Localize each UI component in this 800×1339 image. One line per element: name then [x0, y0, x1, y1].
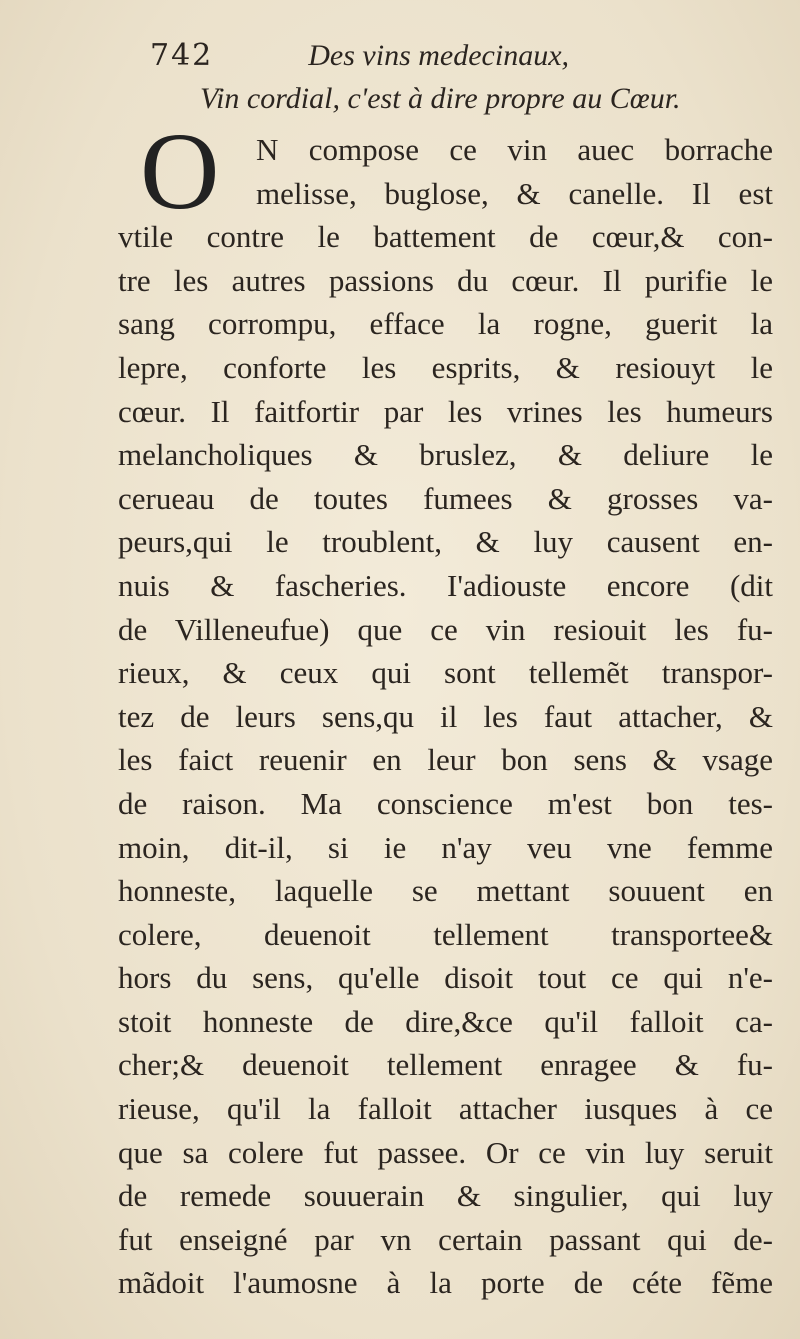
page-header — [150, 38, 670, 78]
text-line: cher;& deuenoit tellement enragee & fu- — [118, 1047, 773, 1083]
text-line: stoit honneste de dire,&ce qu'il falloit ca- — [118, 1003, 773, 1039]
text-line: N compose ce vin auec borrache — [256, 132, 773, 167]
text-line: honneste, laquelle se mettant souuent en — [118, 873, 773, 909]
text-line: que sa colere fut passee. Or ce vin luy seruit — [118, 1134, 773, 1170]
text-line: fut enseigné par vn certain passant qui de- — [118, 1221, 773, 1257]
text-line: moin, dit-il, si ie n'ay veu vne femme — [118, 829, 773, 865]
text-line: cœur. Il faitfortir par les vrines les humeurs — [118, 393, 773, 429]
text-line: tez de leurs sens,qu il les faut attacher, & — [118, 698, 773, 734]
text-line: melisse, buglose, & canelle. Il est — [256, 175, 773, 211]
body-text — [118, 128, 773, 1305]
text-line: de raison. Ma conscience m'est bon tes- — [118, 785, 773, 821]
text-line: cerueau de toutes fumees & grosses va- — [118, 480, 773, 516]
text-line: de Villeneufue) que ce vin resiouit les fu- — [118, 611, 773, 647]
running-title: Des vins medecinaux, — [308, 39, 570, 72]
text-line: sang corrompu, efface la rogne, guerit la — [118, 306, 773, 342]
text-line: melancholiques & bruslez, & deliure le — [118, 437, 773, 473]
page-number: 742 — [150, 38, 214, 73]
text-line: de remede souuerain & singulier, qui luy — [118, 1178, 773, 1214]
text-line: colere, deuenoit tellement transportee& — [118, 916, 773, 952]
drop-capital: O — [140, 110, 220, 232]
text-line: rieuse, qu'il la falloit attacher iusques à ce — [118, 1091, 773, 1127]
text-line: nuis & fascheries. I'adiouste encore (dit — [118, 567, 773, 603]
text-line: tre les autres passions du cœur. Il purifie le — [118, 262, 773, 298]
text-line: peurs,qui le troublent, & luy causent en- — [118, 524, 773, 560]
text-line: hors du sens, qu'elle disoit tout ce qui n'e- — [118, 960, 773, 996]
text-line: vtile contre le battement de cœur,& con- — [118, 219, 773, 255]
text-line: lepre, conforte les esprits, & resiouyt le — [118, 349, 773, 385]
text-line: rieux, & ceux qui sont tellemẽt transpor- — [118, 655, 773, 691]
section-title: Vin cordial, c'est à dire propre au Cœur. — [200, 82, 681, 115]
text-line: mãdoit l'aumosne à la porte de céte fẽme — [118, 1265, 773, 1301]
text-line: les faict reuenir en leur bon sens & vsage — [118, 742, 773, 778]
